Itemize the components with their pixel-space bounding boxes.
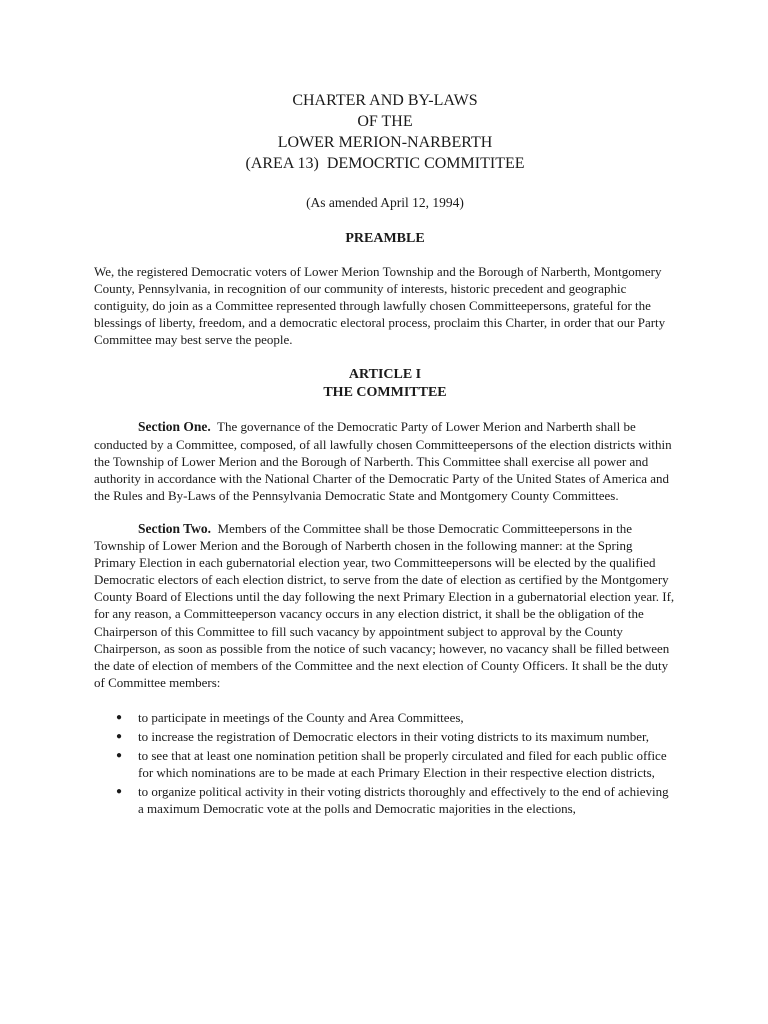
duty-text: to organize political activity in their voting districts thoroughly and effectively to the end of achieving a maximum Democratic vote at the polls and Democratic majorities in the elections,: [138, 784, 669, 817]
section-two-label: Section Two.: [138, 520, 212, 536]
title-line: LOWER MERION-NARBERTH: [277, 134, 493, 151]
list-item: [94, 728, 676, 745]
title-line: (AREA 13) DEMOCRTIC COMMITITEE: [245, 155, 525, 172]
section-one-text: The governance of the Democratic Party of Lower Merion and Narberth shall be conducted by a Committee, composed, of all lawfully chosen Committeepersons of the election districts within the Township of Lower Merion and the Borough of Narberth. This Committee shall exercise all power and authority in accordance with the National Charter of the Democratic Party of the United States of America and the Rules and By-Laws of the Pennsylvania Democratic State and Montgomery County Committees.: [94, 419, 672, 503]
bullet-icon: ●: [116, 711, 123, 723]
list-item: [94, 783, 676, 817]
list-item: [94, 709, 676, 726]
section-two-text: Members of the Committee shall be those Democratic Committeepersons in the Township of Lower Merion and the Borough of Narberth chosen in the following manner: at the Spring Primary Election in each gubernatorial election year, two Committeepersons will be elected by the qualified Democratic electors of each election district, to serve from the date of election as certified by the Montgomery County Board of Elections until the day following the next Primary Election in a gubernatorial election year. If, for any reason, a Committeeperson vacancy occurs in any election district, it shall be the obligation of the Chairperson of this Committee to fill such vacancy by appointment subject to approval by the County Chairperson, as soon as possible from the notice of such vacancy; however, no vacancy shall be filled between the date of election of members of the Committee and the next election of County Officers. It shall be the duty of Committee members:: [94, 520, 675, 690]
title-line: CHARTER AND BY-LAWS: [292, 92, 478, 109]
section-two: [94, 520, 676, 691]
duty-text: to see that at least one nomination petition shall be properly circulated and filed for each public office for which nominations are to be made at each Primary Election in their respective election districts,: [138, 748, 667, 781]
article-number: ARTICLE I: [348, 367, 422, 383]
duty-text: to increase the registration of Democratic electors in their voting districts to its maximum number,: [138, 728, 650, 744]
document-page: [94, 90, 676, 819]
preamble-text: We, the registered Democratic voters of Lower Merion Township and the Borough of Narberth, Montgomery County, Pennsylvania, in recognition of our community of interests, historic precedent and geographic contiguity, do join as a Committee represented through lawfully chosen Committeepersons, grateful for the blessings of liberty, freedom, and a democratic electoral process, proclaim this Charter, in order that our Party Committee may best serve the people.: [94, 264, 666, 348]
bullet-icon: ●: [116, 750, 123, 762]
title-line: OF THE: [357, 113, 413, 130]
bullet-icon: ●: [116, 786, 123, 798]
duty-text: to participate in meetings of the County and Area Committees,: [138, 709, 464, 725]
article-heading: [94, 366, 676, 402]
duties-list: [94, 709, 676, 818]
bullet-icon: ●: [116, 730, 123, 742]
list-item: [94, 747, 676, 781]
document-title: [94, 90, 676, 174]
preamble-heading: PREAMBLE: [345, 231, 425, 246]
section-one-label: Section One.: [138, 419, 211, 435]
amended-date: (As amended April 12, 1994): [306, 195, 464, 210]
section-one: [94, 418, 676, 503]
article-title: THE COMMITTEE: [323, 385, 447, 401]
